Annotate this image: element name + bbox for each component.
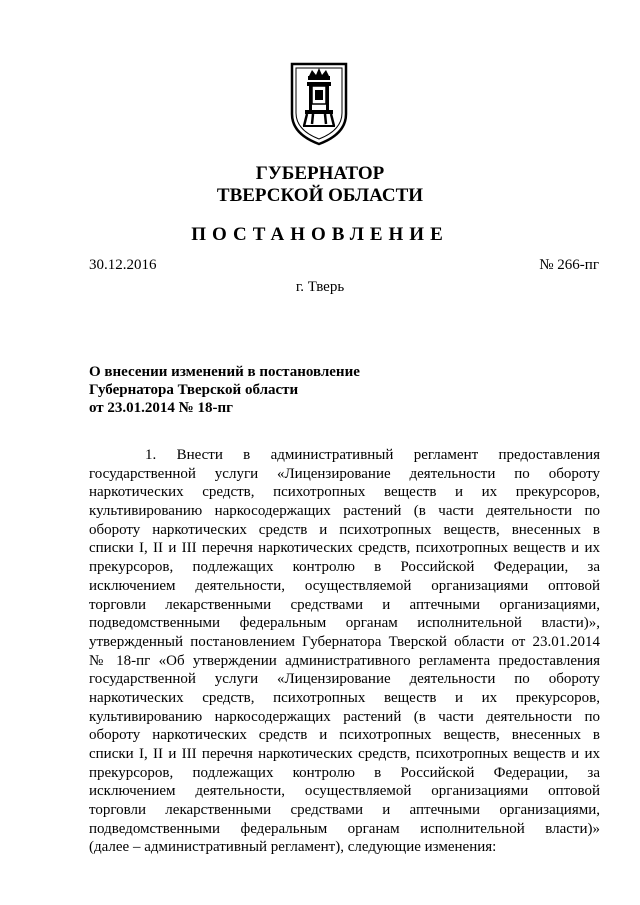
subject-line: О внесении изменений в постановление	[89, 364, 360, 380]
body-line: списки I, II и III перечня наркотических средств, психотропных веществ и их	[89, 540, 600, 557]
body-line: культивированию наркосодержащих растений (в части деятельности по	[89, 708, 600, 725]
subject-line: от 23.01.2014 № 18-пг	[89, 400, 233, 416]
body-line: торговли лекарственными средствами и аптечными организациями,	[89, 596, 600, 613]
document-date: 30.12.2016	[89, 257, 157, 273]
body-line: утвержденный постановлением Губернатора Тверской области от 23.01.2014	[89, 633, 600, 650]
document-type-heading: ПОСТАНОВЛЕНИЕ	[191, 224, 449, 245]
body-line: списки I, II и III перечня наркотических средств, психотропных веществ и их	[89, 746, 600, 762]
document-city: г. Тверь	[295, 279, 345, 295]
subject-line: Губернатора Тверской области	[89, 382, 299, 398]
document-body	[89, 446, 600, 857]
document-subject	[89, 363, 489, 417]
body-line: прекурсоров, подлежащих контролю в Российской Федерации, за	[89, 559, 600, 576]
body-line: № 18-пг «Об утверждении административного регламента предоставления	[89, 652, 600, 669]
body-line: 1. Внести в административный регламент предоставления	[145, 447, 600, 463]
body-line: культивированию наркосодержащих растений (в части деятельности по	[89, 503, 600, 520]
body-line: торговли лекарственными средствами и аптечными организациями,	[89, 802, 600, 819]
body-line: исключением деятельности, осуществляемой организациями оптовой	[89, 783, 600, 800]
body-line: обороту наркотических средств и психотропных веществ, внесенных в	[89, 727, 600, 744]
body-line: государственной услуги «Лицензирование деятельности по обороту	[89, 465, 600, 482]
body-line: государственной услуги «Лицензирование деятельности по обороту	[89, 671, 600, 688]
issuer-title-line1: ГУБЕРНАТОР	[255, 163, 385, 184]
body-line: прекурсоров, подлежащих контролю в Российской Федерации, за	[89, 764, 600, 781]
body-line: (далее – административный регламент), следующие изменения:	[89, 839, 497, 856]
body-line: обороту наркотических средств и психотропных веществ, внесенных в	[89, 521, 600, 538]
coat-of-arms-emblem	[289, 62, 349, 146]
body-line: подведомственными федеральным органам исполнительной власти)»,	[89, 615, 600, 632]
body-line: подведомственными федеральным органам исполнительной власти)»	[89, 820, 600, 837]
issuer-title-line2: ТВЕРСКОЙ ОБЛАСТИ	[216, 185, 424, 206]
body-line: наркотических средств, психотропных веществ и их прекурсоров,	[89, 689, 600, 706]
body-line: исключением деятельности, осуществляемой организациями оптовой	[89, 577, 600, 594]
body-line: наркотических средств, психотропных веществ и их прекурсоров,	[89, 484, 600, 501]
document-number: № 266-пг	[539, 257, 599, 273]
